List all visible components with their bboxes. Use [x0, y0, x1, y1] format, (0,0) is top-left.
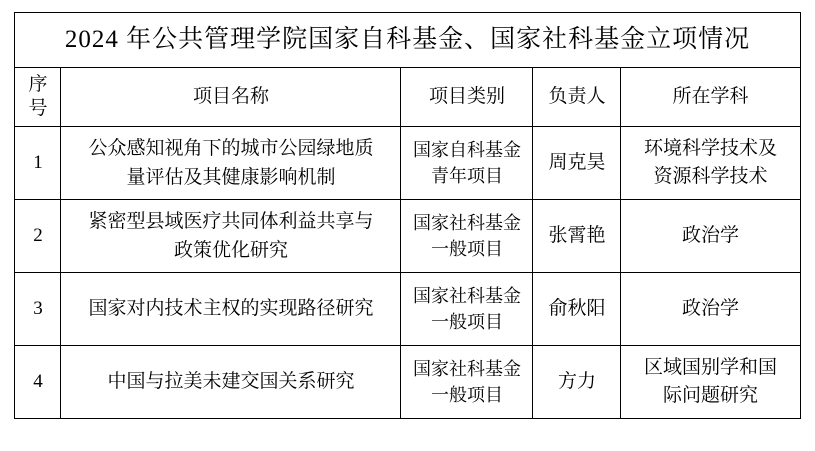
row-project-type-line: 国家自科基金 — [412, 139, 521, 160]
row-discipline-line: 政治学 — [681, 298, 739, 320]
row-project-name — [61, 273, 401, 346]
row-index: 3 — [15, 273, 61, 346]
row-project-name-line: 量评估及其健康影响机制 — [126, 167, 336, 188]
row-project-name — [61, 200, 401, 273]
row-project-type-line: 一般项目 — [430, 312, 503, 332]
project-table — [14, 12, 800, 419]
table-row — [15, 346, 800, 419]
row-discipline-line: 区域国别学和国 — [643, 357, 777, 379]
row-leader: 张霄艳 — [533, 200, 621, 273]
column-header-project-name: 项目名称 — [61, 68, 401, 127]
column-header-project-type: 项目类别 — [401, 68, 533, 127]
row-index: 1 — [15, 127, 61, 200]
row-project-type — [401, 200, 533, 273]
row-project-type-line: 一般项目 — [430, 385, 503, 405]
column-header-leader: 负责人 — [533, 68, 621, 127]
row-leader: 周克昊 — [533, 127, 621, 200]
row-discipline — [621, 200, 800, 273]
row-discipline — [621, 127, 800, 200]
header-row — [15, 68, 800, 127]
row-leader: 俞秋阳 — [533, 273, 621, 346]
row-discipline-line: 环境科学技术及 — [643, 138, 777, 160]
row-index: 2 — [15, 200, 61, 273]
row-project-type — [401, 273, 533, 346]
row-project-type-line: 国家社科基金 — [412, 358, 521, 379]
column-header-index-line2: 号 — [28, 98, 48, 119]
row-project-name-line: 国家对内技术主权的实现路径研究 — [88, 298, 374, 320]
row-discipline — [621, 273, 800, 346]
document-title: 2024 年公共管理学院国家自科基金、国家社科基金立项情况 — [15, 13, 800, 68]
row-project-type-line: 国家社科基金 — [412, 212, 521, 233]
row-project-name-line: 中国与拉美未建交国关系研究 — [107, 371, 355, 393]
table-row — [15, 200, 800, 273]
row-project-type-line: 一般项目 — [430, 239, 503, 259]
row-project-type-line: 国家社科基金 — [412, 285, 521, 306]
row-project-name-line: 紧密型县域医疗共同体利益共享与 — [88, 210, 374, 232]
row-discipline-line: 资源科学技术 — [653, 166, 768, 187]
column-header-index-line1: 序 — [28, 74, 48, 96]
table-row — [15, 127, 800, 200]
row-discipline — [621, 346, 800, 419]
row-project-name — [61, 346, 401, 419]
row-discipline-line: 政治学 — [681, 225, 739, 247]
row-index: 4 — [15, 346, 61, 419]
column-header-discipline: 所在学科 — [621, 68, 800, 127]
row-discipline-line: 际问题研究 — [662, 385, 758, 406]
row-project-name-line: 政策优化研究 — [173, 240, 288, 261]
column-header-index — [15, 68, 61, 127]
row-project-type — [401, 127, 533, 200]
table-row — [15, 273, 800, 346]
row-project-type-line: 青年项目 — [430, 166, 503, 186]
title-row — [15, 13, 800, 68]
row-leader: 方力 — [533, 346, 621, 419]
row-project-name-line: 公众感知视角下的城市公园绿地质 — [88, 137, 374, 159]
document-page — [0, 12, 815, 451]
row-project-name — [61, 127, 401, 200]
row-project-type — [401, 346, 533, 419]
